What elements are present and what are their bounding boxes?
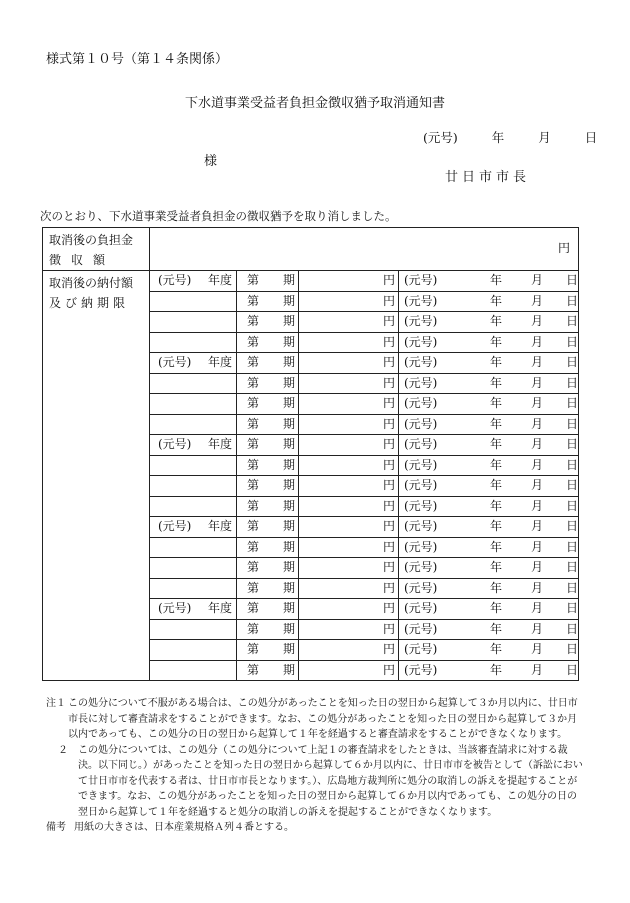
term-cell	[237, 578, 299, 599]
due-date-month: 月	[530, 375, 543, 390]
term-prefix: 第	[247, 416, 260, 431]
note-1-text: この処分について不服がある場合は、この処分があったことを知った日の翌日から起算して３か月以内に、廿日市市長に対して審査請求をすることができます。なお、この処分があったことを知った日の翌日から起算して３か月以内であっても、この処分の日の翌日から起算して１年を経過すると審査請求をすることができなくなります。	[68, 698, 578, 740]
yen-unit: 円	[382, 560, 395, 574]
fiscal-year-cell	[150, 619, 237, 640]
due-date-month: 月	[530, 642, 543, 656]
term-suffix: 期	[283, 642, 296, 656]
term-suffix: 期	[283, 437, 296, 451]
due-date-month: 月	[530, 396, 543, 410]
document-title: 下水道事業受益者負担金徴収猶予取消通知書	[184, 96, 445, 111]
term-cell	[237, 599, 299, 620]
due-date-era: (元号)	[404, 355, 438, 369]
term-cell	[237, 640, 299, 661]
yen-unit: 円	[382, 293, 395, 308]
date-day-label: 日	[584, 130, 598, 145]
due-date-year: 年	[489, 621, 502, 636]
due-date-cell	[399, 353, 579, 374]
due-date-day: 日	[565, 621, 578, 636]
term-suffix: 期	[283, 334, 296, 349]
due-date-cell	[399, 414, 579, 435]
term-cell	[237, 332, 299, 353]
due-date-day: 日	[565, 662, 578, 677]
fiscal-year-cell	[150, 476, 237, 497]
term-cell	[237, 537, 299, 558]
due-date-cell	[399, 394, 579, 415]
fiscal-year-cell	[150, 660, 237, 681]
due-date-cell	[399, 332, 579, 353]
due-date-day: 日	[565, 355, 578, 369]
term-prefix: 第	[247, 355, 260, 369]
due-date-era: (元号)	[404, 560, 438, 574]
due-date-day: 日	[565, 498, 578, 513]
term-suffix: 期	[283, 416, 296, 431]
revocation-table	[42, 227, 579, 681]
installment-amount-cell	[299, 496, 399, 517]
due-date-era: (元号)	[404, 416, 438, 431]
term-suffix: 期	[283, 355, 296, 369]
due-date-day: 日	[565, 457, 578, 472]
fiscal-year-cell	[150, 558, 237, 579]
due-date-era: (元号)	[404, 457, 438, 472]
installment-amount-cell	[299, 271, 399, 292]
due-date-year: 年	[489, 457, 502, 472]
yen-unit: 円	[382, 314, 395, 328]
due-date-era: (元号)	[404, 539, 438, 554]
due-date-day: 日	[565, 580, 578, 595]
due-date-cell	[399, 619, 579, 640]
form-number: 様式第１０号（第１４条関係）	[46, 52, 229, 67]
term-cell	[237, 271, 299, 292]
term-prefix: 第	[247, 642, 260, 656]
due-date-month: 月	[530, 560, 543, 574]
due-date-year: 年	[489, 293, 502, 308]
due-date-cell	[399, 599, 579, 620]
term-suffix: 期	[283, 478, 296, 492]
yen-unit: 円	[382, 621, 395, 636]
fiscal-year-cell	[150, 578, 237, 599]
installment-amount-cell	[299, 578, 399, 599]
term-prefix: 第	[247, 334, 260, 349]
fiscal-year-cell	[150, 373, 237, 394]
fiscal-year-label: 年度	[208, 601, 233, 615]
amount-label-2: 徴収額	[49, 253, 116, 267]
due-date-year: 年	[489, 519, 502, 533]
yen-unit: 円	[382, 375, 395, 390]
due-date-cell	[399, 291, 579, 312]
due-date-month: 月	[530, 498, 543, 513]
fiscal-year-cell	[150, 455, 237, 476]
term-cell	[237, 373, 299, 394]
note-1	[46, 696, 586, 743]
due-date-month: 月	[530, 478, 543, 492]
yen-unit: 円	[382, 396, 395, 410]
installment-amount-cell	[299, 373, 399, 394]
payment-row	[43, 271, 579, 292]
due-date-month: 月	[530, 662, 543, 677]
due-date-year: 年	[489, 560, 502, 574]
due-date-era: (元号)	[404, 580, 438, 595]
due-date-month: 月	[530, 457, 543, 472]
term-prefix: 第	[247, 662, 260, 677]
due-date-day: 日	[565, 560, 578, 574]
fiscal-year-label: 年度	[208, 355, 233, 369]
installment-amount-cell	[299, 476, 399, 497]
fiscal-year-cell	[150, 517, 237, 538]
remarks-mark: 備考	[46, 822, 66, 833]
fiscal-year-cell	[150, 435, 237, 456]
yen-unit: 円	[382, 519, 395, 533]
term-suffix: 期	[283, 314, 296, 328]
installment-amount-cell	[299, 599, 399, 620]
fiscal-year-cell	[150, 394, 237, 415]
term-cell	[237, 496, 299, 517]
yen-unit: 円	[382, 662, 395, 677]
fiscal-year-cell	[150, 496, 237, 517]
due-date-era: (元号)	[404, 293, 438, 308]
due-date-month: 月	[530, 334, 543, 349]
payment-label-cell	[43, 271, 150, 681]
installment-amount-cell	[299, 394, 399, 415]
term-cell	[237, 455, 299, 476]
installment-amount-cell	[299, 537, 399, 558]
due-date-cell	[399, 455, 579, 476]
due-date-cell	[399, 578, 579, 599]
term-cell	[237, 353, 299, 374]
due-date-cell	[399, 373, 579, 394]
term-suffix: 期	[283, 293, 296, 308]
due-date-day: 日	[565, 416, 578, 431]
installment-amount-cell	[299, 435, 399, 456]
due-date-day: 日	[565, 519, 578, 533]
due-date-day: 日	[565, 642, 578, 656]
due-date-era: (元号)	[404, 601, 438, 615]
term-prefix: 第	[247, 396, 260, 410]
due-date-day: 日	[565, 293, 578, 308]
term-prefix: 第	[247, 560, 260, 574]
yen-unit: 円	[382, 580, 395, 595]
due-date-month: 月	[530, 580, 543, 595]
due-date-month: 月	[530, 273, 543, 287]
term-cell	[237, 660, 299, 681]
date-era: (元号)	[423, 130, 458, 145]
due-date-year: 年	[489, 539, 502, 554]
issuer: 廿日市市長	[445, 170, 531, 185]
payment-label-1: 取消後の納付額	[49, 276, 134, 290]
fiscal-year-label: 年度	[208, 273, 233, 287]
term-cell	[237, 558, 299, 579]
term-cell	[237, 394, 299, 415]
due-date-era: (元号)	[404, 273, 438, 287]
due-date-cell	[399, 558, 579, 579]
due-date-day: 日	[565, 314, 578, 328]
yen-unit: 円	[382, 355, 395, 369]
due-date-era: (元号)	[404, 396, 438, 410]
installment-amount-cell	[299, 660, 399, 681]
amount-row	[43, 228, 579, 271]
term-cell	[237, 312, 299, 333]
due-date-month: 月	[530, 601, 543, 615]
yen-unit: 円	[382, 416, 395, 431]
term-cell	[237, 517, 299, 538]
due-date-month: 月	[530, 539, 543, 554]
term-prefix: 第	[247, 375, 260, 390]
note-2-text: この処分については、この処分（この処分について上記１の審査請求をしたときは、当該審査請求に対する裁決。以下同じ。）があったことを知った日の翌日から起算して６か月以内に、廿日市市を被告として（訴訟において廿日市市を代表する者は、廿日市市長となります。）、広島地方裁判所に処分の取消しの訴えを提起することができます。なお、この処分があったことを知った日の翌日から起算して６か月以内であっても、この処分の日の翌日から起算して１年を経過すると処分の取消しの訴えを提起することができなくなります。	[78, 744, 583, 818]
due-date-era: (元号)	[404, 498, 438, 513]
installment-amount-cell	[299, 291, 399, 312]
term-prefix: 第	[247, 273, 260, 287]
term-prefix: 第	[247, 437, 260, 451]
yen-unit: 円	[382, 334, 395, 349]
due-date-cell	[399, 312, 579, 333]
date-year-label: 年	[491, 130, 505, 145]
fiscal-year-cell	[150, 537, 237, 558]
fiscal-year-cell	[150, 414, 237, 435]
due-date-year: 年	[489, 273, 502, 287]
due-date-era: (元号)	[404, 621, 438, 636]
due-date-era: (元号)	[404, 375, 438, 390]
installment-amount-cell	[299, 640, 399, 661]
yen-unit: 円	[382, 498, 395, 513]
due-date-cell	[399, 517, 579, 538]
due-date-era: (元号)	[404, 334, 438, 349]
amount-label-cell	[43, 228, 150, 271]
addressee-suffix: 様	[204, 154, 218, 169]
due-date-year: 年	[489, 580, 502, 595]
due-date-year: 年	[489, 334, 502, 349]
term-suffix: 期	[283, 539, 296, 554]
due-date-year: 年	[489, 355, 502, 369]
due-date-day: 日	[565, 334, 578, 349]
installment-amount-cell	[299, 619, 399, 640]
term-suffix: 期	[283, 396, 296, 410]
due-date-era: (元号)	[404, 314, 438, 328]
term-cell	[237, 619, 299, 640]
fiscal-year-era: (元号)	[158, 437, 192, 451]
due-date-month: 月	[530, 355, 543, 369]
term-cell	[237, 414, 299, 435]
term-prefix: 第	[247, 293, 260, 308]
fiscal-year-cell	[150, 599, 237, 620]
due-date-year: 年	[489, 601, 502, 615]
due-date-year: 年	[489, 437, 502, 451]
term-prefix: 第	[247, 478, 260, 492]
due-date-cell	[399, 660, 579, 681]
term-suffix: 期	[283, 498, 296, 513]
due-date-month: 月	[530, 437, 543, 451]
due-date-cell	[399, 496, 579, 517]
term-cell	[237, 291, 299, 312]
installment-amount-cell	[299, 312, 399, 333]
note-2	[46, 743, 586, 821]
due-date-era: (元号)	[404, 478, 438, 492]
term-suffix: 期	[283, 560, 296, 574]
term-suffix: 期	[283, 662, 296, 677]
installment-amount-cell	[299, 455, 399, 476]
due-date-day: 日	[565, 601, 578, 615]
notes	[46, 696, 586, 836]
due-date-cell	[399, 640, 579, 661]
due-date-year: 年	[489, 396, 502, 410]
due-date-year: 年	[489, 416, 502, 431]
due-date-day: 日	[565, 375, 578, 390]
due-date-year: 年	[489, 375, 502, 390]
due-date-year: 年	[489, 314, 502, 328]
fiscal-year-label: 年度	[208, 519, 233, 533]
issue-date	[423, 128, 597, 146]
yen-unit: 円	[382, 457, 395, 472]
amount-label-1: 取消後の負担金	[49, 233, 134, 247]
amount-value-cell	[150, 228, 579, 271]
due-date-year: 年	[489, 478, 502, 492]
due-date-era: (元号)	[404, 642, 438, 656]
term-prefix: 第	[247, 519, 260, 533]
due-date-year: 年	[489, 662, 502, 677]
fiscal-year-cell	[150, 332, 237, 353]
note-2-mark: ２	[58, 744, 68, 756]
yen-unit: 円	[382, 437, 395, 451]
fiscal-year-era: (元号)	[158, 273, 192, 287]
due-date-month: 月	[530, 621, 543, 636]
yen-unit: 円	[382, 273, 395, 287]
due-date-month: 月	[530, 416, 543, 431]
payment-label-2: 及び納期限	[49, 296, 130, 310]
term-suffix: 期	[283, 519, 296, 533]
term-cell	[237, 476, 299, 497]
installment-amount-cell	[299, 414, 399, 435]
term-cell	[237, 435, 299, 456]
due-date-year: 年	[489, 498, 502, 513]
due-date-month: 月	[530, 519, 543, 533]
date-month-label: 月	[538, 130, 551, 145]
installment-amount-cell	[299, 353, 399, 374]
term-suffix: 期	[283, 621, 296, 636]
installment-amount-cell	[299, 517, 399, 538]
due-date-day: 日	[565, 396, 578, 410]
yen-unit: 円	[382, 478, 395, 492]
due-date-cell	[399, 537, 579, 558]
term-prefix: 第	[247, 314, 260, 328]
fiscal-year-era: (元号)	[158, 355, 192, 369]
due-date-month: 月	[530, 314, 543, 328]
due-date-day: 日	[565, 273, 578, 287]
due-date-era: (元号)	[404, 519, 438, 533]
remarks-text: 用紙の大きさは、日本産業規格Ａ列４番とする。	[74, 822, 294, 833]
due-date-era: (元号)	[404, 662, 438, 677]
fiscal-year-cell	[150, 271, 237, 292]
term-suffix: 期	[283, 273, 296, 287]
term-prefix: 第	[247, 457, 260, 472]
note-remarks	[46, 820, 586, 836]
due-date-year: 年	[489, 642, 502, 656]
fiscal-year-era: (元号)	[158, 601, 192, 615]
due-date-era: (元号)	[404, 437, 438, 451]
fiscal-year-cell	[150, 312, 237, 333]
installment-amount-cell	[299, 332, 399, 353]
fiscal-year-label: 年度	[208, 437, 233, 451]
term-prefix: 第	[247, 580, 260, 595]
due-date-cell	[399, 476, 579, 497]
yen-unit: 円	[382, 642, 395, 656]
fiscal-year-era: (元号)	[158, 519, 192, 533]
due-date-cell	[399, 271, 579, 292]
due-date-day: 日	[565, 437, 578, 451]
term-prefix: 第	[247, 539, 260, 554]
amount-unit: 円	[557, 241, 570, 256]
note-1-mark: 注１	[46, 698, 66, 709]
fiscal-year-cell	[150, 353, 237, 374]
due-date-month: 月	[530, 293, 543, 308]
installment-amount-cell	[299, 558, 399, 579]
yen-unit: 円	[382, 601, 395, 615]
term-prefix: 第	[247, 621, 260, 636]
fiscal-year-cell	[150, 640, 237, 661]
due-date-cell	[399, 435, 579, 456]
fiscal-year-cell	[150, 291, 237, 312]
yen-unit: 円	[382, 539, 395, 554]
term-suffix: 期	[283, 580, 296, 595]
due-date-day: 日	[565, 539, 578, 554]
term-suffix: 期	[283, 457, 296, 472]
intro-text: 次のとおり、下水道事業受益者負担金の徴収猶予を取り消しました。	[40, 209, 397, 223]
term-suffix: 期	[283, 375, 296, 390]
due-date-day: 日	[565, 478, 578, 492]
term-prefix: 第	[247, 498, 260, 513]
term-prefix: 第	[247, 601, 260, 615]
term-suffix: 期	[283, 601, 296, 615]
